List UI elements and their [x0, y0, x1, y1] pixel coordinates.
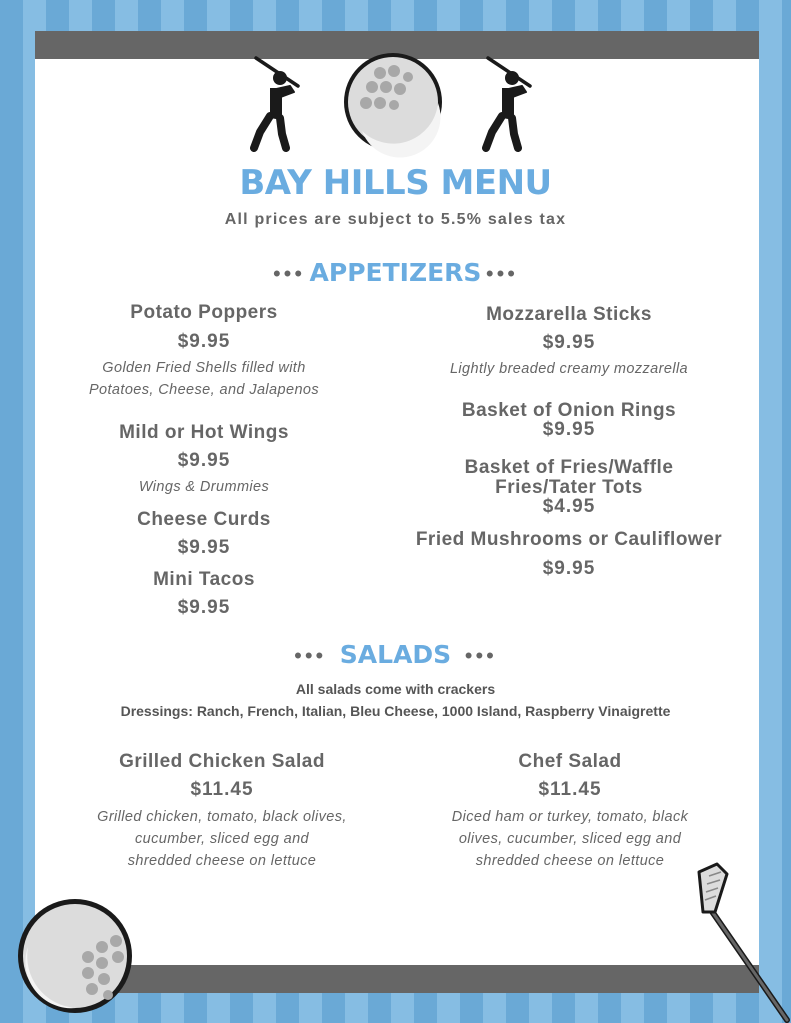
- bottom-bar: [35, 965, 759, 993]
- menu-item-price: $11.45: [538, 779, 602, 800]
- golf-club-icon: [693, 862, 791, 1023]
- menu-item-price: $9.95: [177, 331, 231, 352]
- dots-right: •••: [455, 643, 497, 668]
- menu-item-name: Fried Mushrooms or Cauliflower: [415, 529, 723, 550]
- dots-right: •••: [485, 261, 518, 286]
- appetizers-heading: [0, 258, 791, 287]
- golfer-icon: [248, 56, 304, 152]
- menu-item-name: Grilled Chicken Salad: [119, 751, 325, 772]
- golf-ball-icon: [342, 51, 444, 153]
- salads-heading-label: SALADS: [339, 640, 452, 669]
- menu-item-price: $9.95: [177, 537, 231, 558]
- menu-item-desc: Potatoes, Cheese, and Jalapenos: [88, 382, 320, 398]
- menu-item-price: $9.95: [542, 332, 596, 353]
- menu-item-desc: shredded cheese on lettuce: [475, 853, 665, 869]
- menu-item-name: Mild or Hot Wings: [119, 422, 289, 443]
- menu-item-desc: olives, cucumber, sliced egg and: [458, 831, 682, 847]
- appetizers-heading-label: APPETIZERS: [309, 258, 482, 287]
- menu-item-price: $9.95: [542, 419, 596, 440]
- menu-item-desc: Diced ham or turkey, tomato, black: [451, 809, 689, 825]
- dots-left: •••: [272, 261, 306, 286]
- tax-note: All prices are subject to 5.5% sales tax: [224, 211, 567, 228]
- menu-item-name: Cheese Curds: [137, 509, 271, 530]
- golf-ball-icon: [16, 897, 134, 1015]
- menu-item-desc: Wings & Drummies: [138, 479, 270, 495]
- menu-item-desc: Grilled chicken, tomato, black olives,: [97, 809, 347, 825]
- menu-item-desc: shredded cheese on lettuce: [127, 853, 317, 869]
- menu-item-price: $9.95: [177, 450, 231, 471]
- menu-item-name: Mozzarella Sticks: [486, 304, 652, 325]
- menu-item-price: $9.95: [542, 558, 596, 579]
- salads-heading: [0, 640, 791, 669]
- salads-dressings-note: Dressings: Ranch, French, Italian, Bleu Cheese, 1000 Island, Raspberry Vinaigrette: [120, 703, 671, 719]
- menu-item-name: Basket of Fries/Waffle: [464, 457, 674, 478]
- menu-item-price: $11.45: [190, 779, 254, 800]
- golfer-icon: [480, 56, 536, 152]
- menu-item-desc: cucumber, sliced egg and: [134, 831, 310, 847]
- menu-item-name: Fries/Tater Tots: [495, 477, 643, 498]
- menu-item-desc: Lightly breaded creamy mozzarella: [449, 361, 689, 377]
- menu-item-price: $9.95: [177, 597, 231, 618]
- menu-item-name: Chef Salad: [518, 751, 622, 772]
- menu-item-name: Basket of Onion Rings: [461, 400, 677, 421]
- menu-item-desc: Golden Fried Shells filled with: [102, 360, 306, 376]
- salads-crackers-note: All salads come with crackers: [295, 681, 496, 697]
- menu-title: BAY HILLS MENU: [239, 163, 552, 203]
- menu-item-name: Potato Poppers: [130, 302, 278, 323]
- menu-item-price: $4.95: [542, 496, 596, 517]
- dots-left: •••: [294, 643, 336, 668]
- menu-item-name: Mini Tacos: [153, 569, 255, 590]
